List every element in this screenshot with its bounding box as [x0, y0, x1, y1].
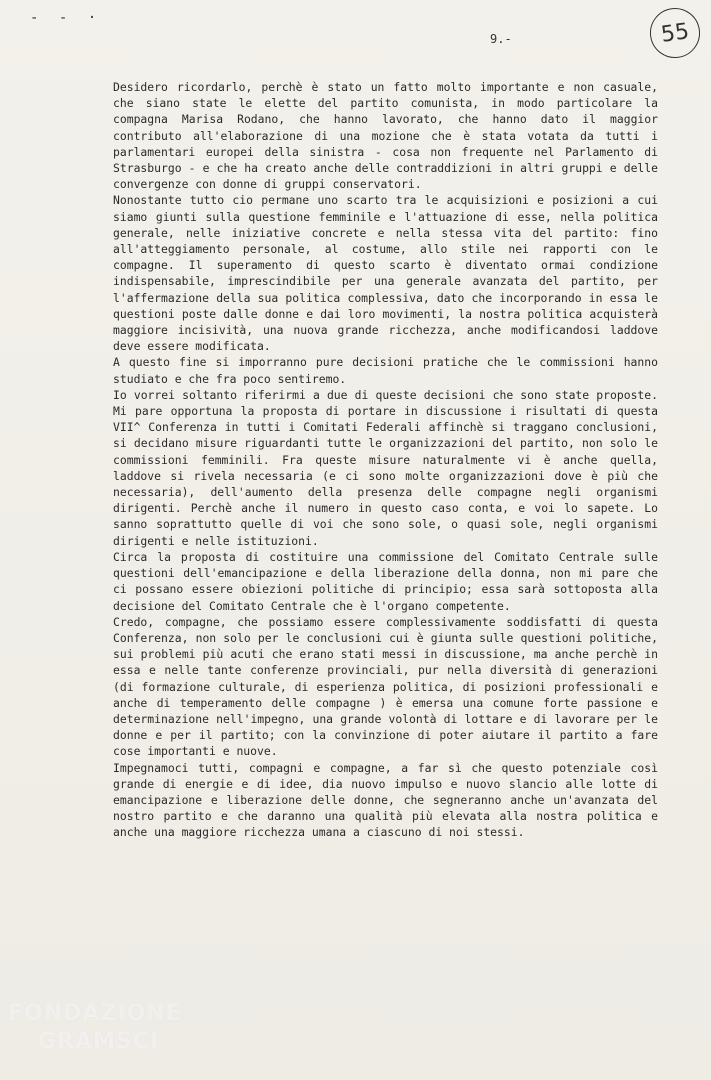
watermark-line-1: FONDAZIONE — [8, 1001, 182, 1026]
paragraph-1: Desidero ricordarlo, perchè è stato un fatto molto importante e non casuale, che siano state le elette del partito comunista, in modo particolare la compagna Marisa Rodano, che hanno lavorato, che hanno dato il maggior contributo all'elaborazione di una mozione che è stata votata da tutti i parlamentari europei della sinistra - cosa non frequente nel Parlamento di Strasburgo - e che ha creato anche delle contraddizioni in altri gruppi e delle convergenze con donne di gruppi conservatori. — [113, 80, 658, 192]
watermark-line-2: GRAMSCI — [38, 1029, 160, 1054]
paragraph-7: Impegnamoci tutti, compagni e compagne, a far sì che questo potenziale così grande di energie e di idee, dia nuovo impulso e nuovo slancio alle lotte di emancipazione e liberazione delle donne, che segneranno anche un'avanzata del nostro partito e che daranno una qualità più elevata alla nostra politica e anche una maggiore ricchezza umana a ciascuno di noi stessi. — [113, 760, 658, 840]
stamp-number: 55 — [659, 18, 691, 48]
body-text — [113, 79, 658, 841]
page-stamp — [647, 5, 703, 61]
paragraph-6: Credo, compagne, che possiamo essere complessivamente soddisfatti di questa Conferenza, non solo per le conclusioni cui è giunta sulle questioni politiche, sui problemi più acuti che erano stati messi in discussione, ma anche perchè in essa e nelle tante conferenze provinciali, pur nella diversità di generazioni (di formazione culturale, di esperienza politica, di posizioni professionali e anche di temperamento delle compagne ) è emersa una comune forte passione e determinazione nell'impegno, una grande volontà di lottare e di lavorare per le donne e per il partito; con la convinzione di poter aiutare il partito a fare cose importanti e nuove. — [113, 614, 658, 759]
paragraph-3: A questo fine si imporranno pure decisioni pratiche che le commissioni hanno studiato e che fra poco sentiremo. — [113, 355, 658, 386]
paragraph-4: Io vorrei soltanto riferirmi a due di queste decisioni che sono state proposte. Mi pare opportuna la proposta di portare in discussione i risultati di questa VII^ Conferenza in tutti i Comitati Federali affinchè si traggano conclusioni, si decidano misure riguardanti tutte le organizzazioni del partito, non solo le commissioni femminili. Fra queste misure naturalmente vi è anche quella, laddove si rivela necessaria (e ci sono molte organizzazioni dove è più che necessaria), dell'aumento della presenza delle compagne negli organismi dirigenti. Perchè anche il numero in questo caso conta, e voi lo sapete. Lo sanno soprattutto quelle di voi che sono sole, o quasi sole, negli organismi dirigenti e nelle istituzioni. — [113, 387, 658, 548]
paragraph-2: Nonostante tutto cio permane uno scarto tra le acquisizioni e posizioni a cui siamo giunti sulla questione femminile e l'attuazione di esse, nella politica generale, nelle iniziative concrete e nella stessa vita del partito: fino all'atteggiamento personale, al costume, allo stile nei rapporti con le compagne. Il superamento di questo scarto è diventato ormai condizione indispensabile, imprescindibile per una generale avanzata del partito, per l'affermazione della sua politica complessiva, dato che incorporando in essa le questioni poste dalle donne e dai loro movimenti, la nostra politica acquisterà maggiore incisività, una nuova grande ricchezza, anche modificandosi laddove deve essere modificata. — [113, 193, 658, 354]
watermark — [8, 1000, 182, 1056]
paragraph-5: Circa la proposta di costituire una commissione del Comitato Centrale sulle questioni dell'emancipazione e della liberazione della donna, non mi pare che ci possano essere obiezioni politiche di principio; essa sarà sottoposta alla decisione del Comitato Centrale che è l'organo competente. — [113, 549, 658, 613]
corner-marks: - - · — [30, 10, 103, 26]
page-number: 9.- — [490, 32, 512, 46]
